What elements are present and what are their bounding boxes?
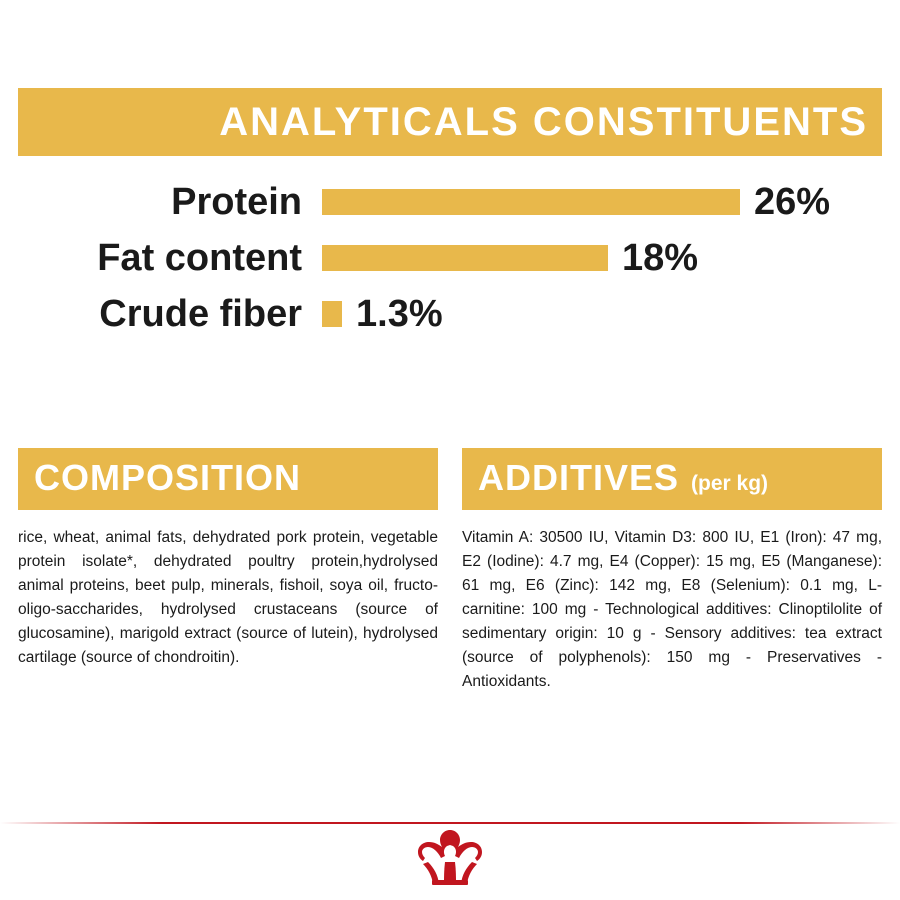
composition-panel xyxy=(18,448,438,710)
bar-value: 26% xyxy=(754,181,831,223)
page-footer xyxy=(0,822,900,900)
additives-title: ADDITIVES xyxy=(478,457,680,498)
royal-canin-crown-icon xyxy=(414,828,486,891)
bar-fill xyxy=(322,189,740,215)
composition-additives-panels xyxy=(18,448,882,710)
bar-label: Crude fiber xyxy=(99,293,302,335)
additives-text: Vitamin A: 30500 IU, Vitamin D3: 800 IU, E1 (Iron): 47 mg, E2 (Iodine): 4.7 mg, E4 (Copper): 15 mg, E5 (Manganese): 61 mg, E6 (Zinc): 142 mg, E8 (Selenium): 0.1 mg, L-carnitine: 100 mg - Technological additives: Clinoptilolite of sedimentary origin: 10 g - Sensory additives: tea extract (source of polyphenols): 150 mg - Preservatives - Antioxidants. xyxy=(462,529,882,691)
bar-label: Fat content xyxy=(97,237,302,279)
composition-header xyxy=(18,448,438,510)
bar-row xyxy=(64,174,882,230)
composition-text: rice, wheat, animal fats, dehydrated pork protein, vegetable protein isolate*, dehydrated poultry protein,hydrolysed animal proteins, beet pulp, minerals, fishoil, soya oil, fructo-oligo-saccharides, hydrolysed crustaceans (source of glucosamine), marigold extract (source of lutein), hydrolysed cartilage (source of chondroitin). xyxy=(18,529,438,667)
bar-value: 18% xyxy=(622,237,699,279)
bar-label: Protein xyxy=(171,181,302,223)
footer-divider xyxy=(0,822,900,824)
bar-track xyxy=(322,295,882,333)
analytical-constituents-header xyxy=(18,88,882,156)
bar-track xyxy=(322,183,882,221)
bar-value: 1.3% xyxy=(356,293,443,335)
additives-panel xyxy=(462,448,882,710)
additives-subtitle: (per kg) xyxy=(691,472,769,495)
bar-fill xyxy=(322,301,342,327)
bar-fill xyxy=(322,245,608,271)
analytical-constituents-section xyxy=(18,88,882,342)
analytical-constituents-title: ANALYTICALS CONSTITUENTS xyxy=(219,100,868,144)
composition-header-inner xyxy=(34,448,301,496)
analytical-constituents-bars xyxy=(18,174,882,342)
composition-title: COMPOSITION xyxy=(34,457,302,498)
bar-track xyxy=(322,239,882,277)
additives-header xyxy=(462,448,882,510)
additives-header-inner xyxy=(478,448,768,496)
bar-row xyxy=(64,286,882,342)
bar-row xyxy=(64,230,882,286)
